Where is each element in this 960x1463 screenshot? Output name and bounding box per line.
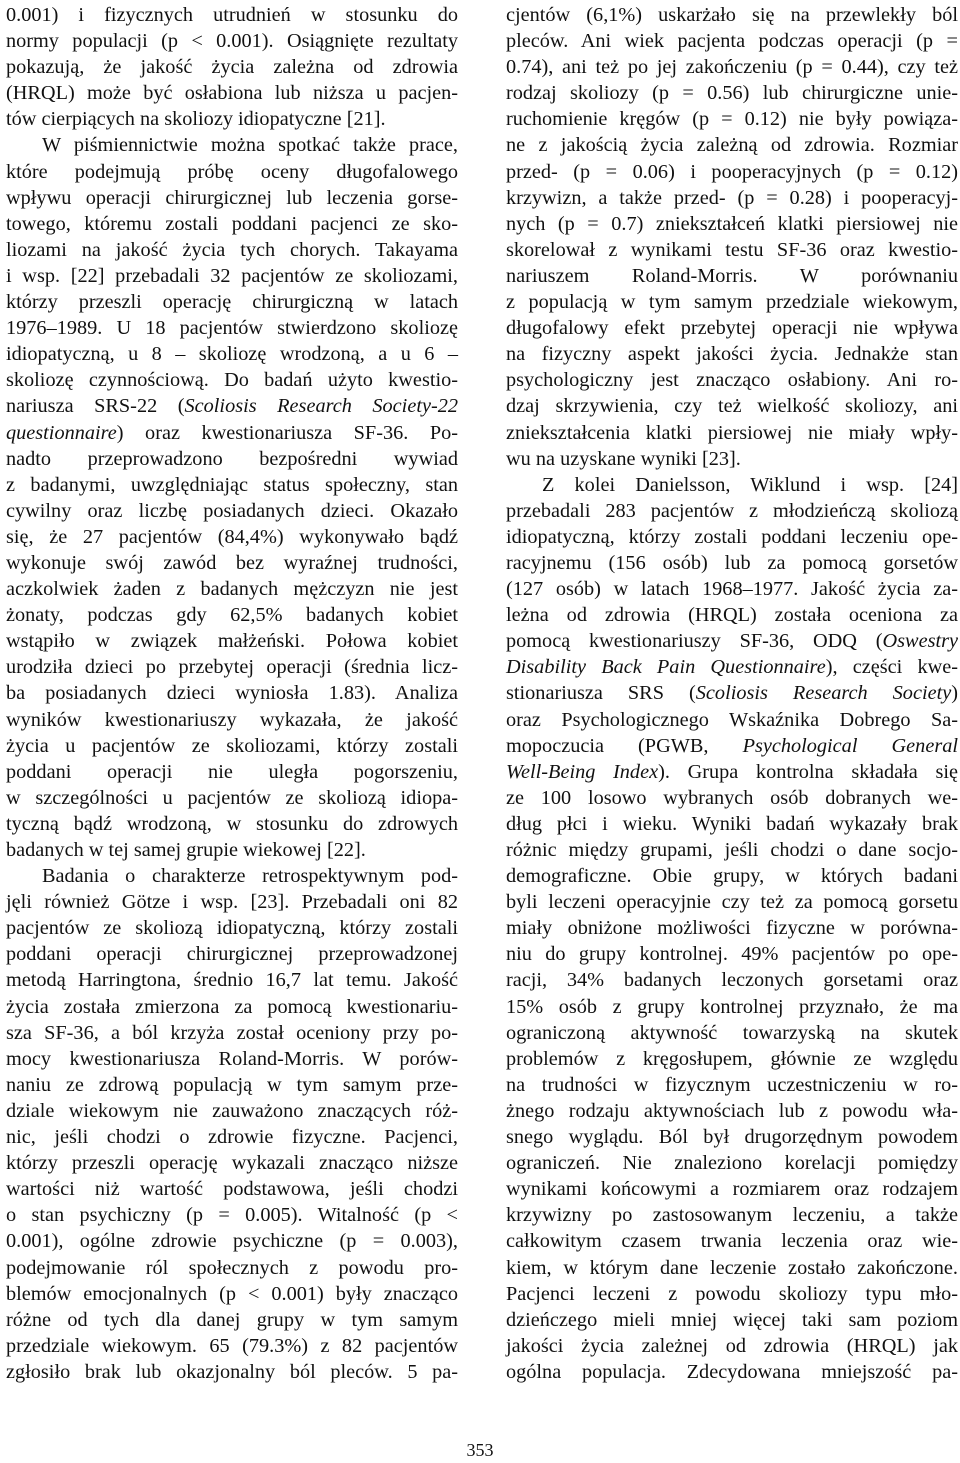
- text-line: tyczną bądź wrodzoną, w stosunku do zdrowych: [6, 812, 458, 835]
- text-line: niu do grupy kontrolnej. 49% pacjentów po ope-: [506, 943, 958, 966]
- text-line: racji, 34% badanych leczonych gorsetami oraz: [506, 969, 958, 992]
- text-line: dzaj skrzywienia, czy też wielkość skoliozy, ani: [506, 395, 958, 418]
- text-line: liozami na jakość życia tych chorych. Takayama: [6, 238, 458, 261]
- text-line: ze 100 losowo wybranych osób dobranych we-: [506, 786, 958, 809]
- text-line: wstąpiło w związek małżeński. Połowa kobiet: [6, 630, 458, 653]
- text-line: długofalowy efekt przebytej operacji nie wpływa: [506, 317, 958, 340]
- text-line: nariusza SRS-22 (Scoliosis Research Society-22: [6, 395, 458, 418]
- text-line: Well-Being Index). Grupa kontrolna składała się: [506, 760, 958, 783]
- text-line: cywilny oraz liczbę posiadanych dzieci. Okazało: [6, 499, 458, 522]
- text-line: idiopatyczną, u 8 – skoliozę wrodzoną, a u 6 –: [6, 343, 458, 366]
- text-line: miały obniżone możliwości fizyczne w porówna-: [506, 917, 958, 940]
- text-line: leżna od zdrowia (HRQL) została oceniona za: [506, 604, 958, 627]
- text-line: całkowitym czasem trwania leczenia oraz wie-: [506, 1230, 958, 1253]
- text-line: wyników kwestionariuszy wykazała, że jakość: [6, 708, 458, 731]
- text-line: towego, któremu zostali poddani pacjenci ze sko-: [6, 212, 458, 235]
- text-line: stionariusza SRS (Scoliosis Research Society): [506, 682, 958, 705]
- text-line: nariuszem Roland-Morris. W porównaniu: [506, 264, 958, 287]
- text-line: żonaty, podczas gdy 62,5% badanych kobiet: [6, 604, 458, 627]
- text-line: snego wyglądu. Ból był drugorzędnym powodem: [506, 1126, 958, 1149]
- text-line: Badania o charakterze retrospektywnym pod-: [42, 865, 458, 888]
- text-line: różnic między grupami, jeśli chodzi o dane socjo-: [506, 839, 958, 861]
- text-line: urodziła dzieci po przebytej operacji (średnia licz-: [6, 656, 458, 679]
- text-line: ogólna populacja. Zdecydowana mniejszość pa-: [506, 1360, 958, 1383]
- text-line: 0.74), ani też po jej zakończeniu (p = 0.44), czy też: [506, 56, 958, 79]
- text-line: podejmowanie ról społecznych z powodu pro-: [6, 1256, 458, 1279]
- text-line: ograniczoną aktywność towarzyską na skutek: [506, 1021, 958, 1044]
- text-line: nadto przeprowadzono bezpośredni wywiad: [6, 447, 458, 470]
- text-line: wpływu operacji chirurgicznej lub leczenia gorse-: [6, 186, 458, 209]
- text-line: 15% osób z grupy kontrolnej przyznało, że ma: [506, 995, 958, 1018]
- text-line: Pacjenci leczeni z powodu skoliozy typu mło-: [506, 1282, 958, 1305]
- text-line: jakości życia zależnej od zdrowia (HRQL) jak: [506, 1334, 958, 1357]
- text-line: skorelował z wynikami testu SF-36 oraz kwestio-: [506, 238, 958, 261]
- text-line: Disability Back Pain Questionnaire), części kwe-: [506, 656, 958, 679]
- text-line: wykonuje swój zawód bez wyraźnej trudności,: [6, 551, 458, 574]
- text-line: na fizyczny aspekt jakości życia. Jednakże stan: [506, 343, 958, 366]
- text-line: się, że 27 pacjentów (84,4%) wykonywało bądź: [6, 525, 458, 548]
- text-line: którzy przeszli operację chirurgiczną w latach: [6, 291, 458, 314]
- text-line: życia u pacjentów ze skoliozami, którzy zostali: [6, 734, 458, 757]
- text-line: z badanymi, uwzględniając status społeczny, stan: [6, 473, 458, 496]
- text-line: które podejmują próbę oceny długofalowego: [6, 160, 458, 183]
- text-line: przedziale wiekowym. 65 (79.3%) z 82 pacjentów: [6, 1334, 458, 1357]
- text-line: mopoczucia (PGWB, Psychological General: [506, 734, 958, 757]
- text-line: żnego rodzaju aktywnościach lub z powodu wła-: [506, 1099, 958, 1122]
- text-line: nych (p = 0.7) zniekształceń klatki piersiowej nie: [506, 212, 958, 235]
- text-line: psychologiczny jest znacząco osłabiony. Ani ro-: [506, 369, 958, 392]
- text-line: wartości niż wartość podstawowa, jeśli chodzi: [6, 1178, 458, 1201]
- text-line: tów cierpiących na skoliozy idiopatyczne [21].: [6, 108, 386, 131]
- text-line: racyjnemu (156 osób) lub za pomocą gorsetów: [506, 551, 958, 574]
- text-line: cjentów (6,1%) uskarżało się na przewlekły ból: [506, 4, 958, 26]
- text-line: pomocą kwestionariuszy SF-36, ODQ (Oswestry: [506, 630, 958, 653]
- text-line: ruchomienie kręgów (p = 0.12) nie były powiąza-: [506, 108, 958, 131]
- text-line: naniu ze zdrową populacją w tym samym prze-: [6, 1073, 458, 1096]
- text-line: dług płci i wieku. Wyniki badań wykazały brak: [506, 812, 958, 835]
- text-line: przed- (p = 0.06) i pooperacyjnych (p = 0.12): [506, 160, 958, 183]
- text-line: o stan psychiczny (p = 0.005). Witalność (p <: [6, 1204, 458, 1227]
- text-line: demograficzne. Obie grupy, w których badani: [506, 865, 958, 888]
- text-line: W piśmiennictwie można spotkać także prace,: [42, 134, 458, 157]
- text-line: 0.001) i fizycznych utrudnień w stosunku do: [6, 4, 458, 26]
- text-line: (127 osób) w latach 1968–1977. Jakość życia za-: [506, 578, 958, 601]
- text-line: badanych w tej samej grupie wiekowej [22].: [6, 839, 366, 861]
- text-line: sza SF-36, a ból krzyża został oceniony przy po-: [6, 1021, 458, 1044]
- text-line: jęli również Götze i wsp. [23]. Przebadali oni 82: [6, 891, 458, 914]
- text-line: oraz Psychologicznego Wskaźnika Dobrego Sa-: [506, 708, 958, 731]
- text-line: normy populacji (p < 0.001). Osiągnięte rezultaty: [6, 30, 458, 53]
- text-line: dzieńczego mieli mniej więcej taki sam poziom: [506, 1308, 958, 1331]
- text-line: różne od tych dla danej grupy w tym samym: [6, 1308, 458, 1331]
- text-line: metodą Harringtona, średnio 16,7 lat temu. Jakość: [6, 969, 458, 992]
- text-line: skoliozę czynnościową. Do badań użyto kwestio-: [6, 369, 458, 392]
- text-line: questionnaire) oraz kwestionariusza SF-36. Po-: [6, 421, 458, 444]
- text-line: i wsp. [22] przebadali 32 pacjentów ze skoliozami,: [6, 264, 458, 287]
- text-line: 1976–1989. U 18 pacjentów stwierdzono skoliozę: [6, 317, 458, 340]
- text-line: dziale wiekowym nie zauważono znaczących róż-: [6, 1099, 458, 1122]
- text-line: zgłosiło brak lub okazjonalny ból pleców. 5 pa-: [6, 1360, 458, 1383]
- right-text-column: [506, 2, 958, 1385]
- text-line: blemów emocjonalnych (p < 0.001) były znacząco: [6, 1282, 458, 1305]
- text-line: aczkolwiek żaden z badanych mężczyzn nie jest: [6, 578, 458, 601]
- text-line: na trudności w fizycznym uczestniczeniu w ro-: [506, 1073, 958, 1096]
- text-line: byli leczeni operacyjnie czy też za pomocą gorsetu: [506, 891, 958, 914]
- text-line: z populacją w tym samym przedziale wiekowym,: [506, 291, 958, 314]
- text-line: w szczególności u pacjentów ze skoliozą idiopa-: [6, 786, 458, 809]
- text-line: pokazują, że jakość życia zależna od zdrowia: [6, 56, 458, 79]
- text-line: nic, jeśli chodzi o zdrowie fizyczne. Pacjenci,: [6, 1126, 458, 1149]
- left-text-column: [6, 2, 458, 1385]
- text-line: pleców. Ani wiek pacjenta podczas operacji (p =: [506, 30, 958, 53]
- text-line: pacjentów ze skoliozą idiopatyczną, którzy zostali: [6, 917, 458, 940]
- text-line: problemów z kręgosłupem, głównie ze względu: [506, 1047, 958, 1070]
- text-line: ograniczeń. Nie znaleziono korelacji pomiędzy: [506, 1152, 958, 1175]
- text-line: krzywizny po zastosowanym leczeniu, a także: [506, 1204, 958, 1227]
- text-line: ne z jakością życia zależną od zdrowia. Rozmiar: [506, 134, 958, 157]
- text-line: 0.001), ogólne zdrowie psychiczne (p = 0.003),: [6, 1230, 458, 1253]
- text-line: ba posiadanych dzieci wyniosła 1.83). Analiza: [6, 682, 458, 705]
- text-line: idiopatyczną, którzy zostali poddani leczeniu ope-: [506, 525, 958, 548]
- text-line: którzy przeszli operację wykazali znacząco niższe: [6, 1152, 458, 1175]
- text-line: poddani operacji nie uległa pogorszeniu,: [6, 760, 458, 783]
- text-line: mocy kwestionariusza Roland-Morris. W porów-: [6, 1047, 458, 1070]
- text-line: rodzaj skoliozy (p = 0.56) lub chirurgiczne unie-: [506, 82, 958, 105]
- text-line: przebadali 283 pacjentów z młodzieńczą skoliozą: [506, 499, 958, 522]
- text-line: wu na uzyskane wyniki [23].: [506, 447, 741, 470]
- text-line: zniekształcenia klatki piersiowej nie miały wpły-: [506, 421, 958, 444]
- text-line: (HRQL) może być osłabiona lub niższa u pacjen-: [6, 82, 458, 105]
- text-line: poddani operacji chirurgicznej przeprowadzonej: [6, 943, 458, 966]
- text-line: kiem, w którym dane leczenie zostało zakończone.: [506, 1256, 958, 1279]
- text-line: krzywizn, a także przed- (p = 0.28) i pooperacyj-: [506, 186, 958, 209]
- text-line: Z kolei Danielsson, Wiklund i wsp. [24]: [542, 473, 958, 496]
- text-line: życia została zmierzona za pomocą kwestionariu-: [6, 995, 458, 1018]
- page-number: 353: [466, 1440, 494, 1460]
- text-line: wynikami końcowymi a rozmiarem oraz rodzajem: [506, 1178, 958, 1201]
